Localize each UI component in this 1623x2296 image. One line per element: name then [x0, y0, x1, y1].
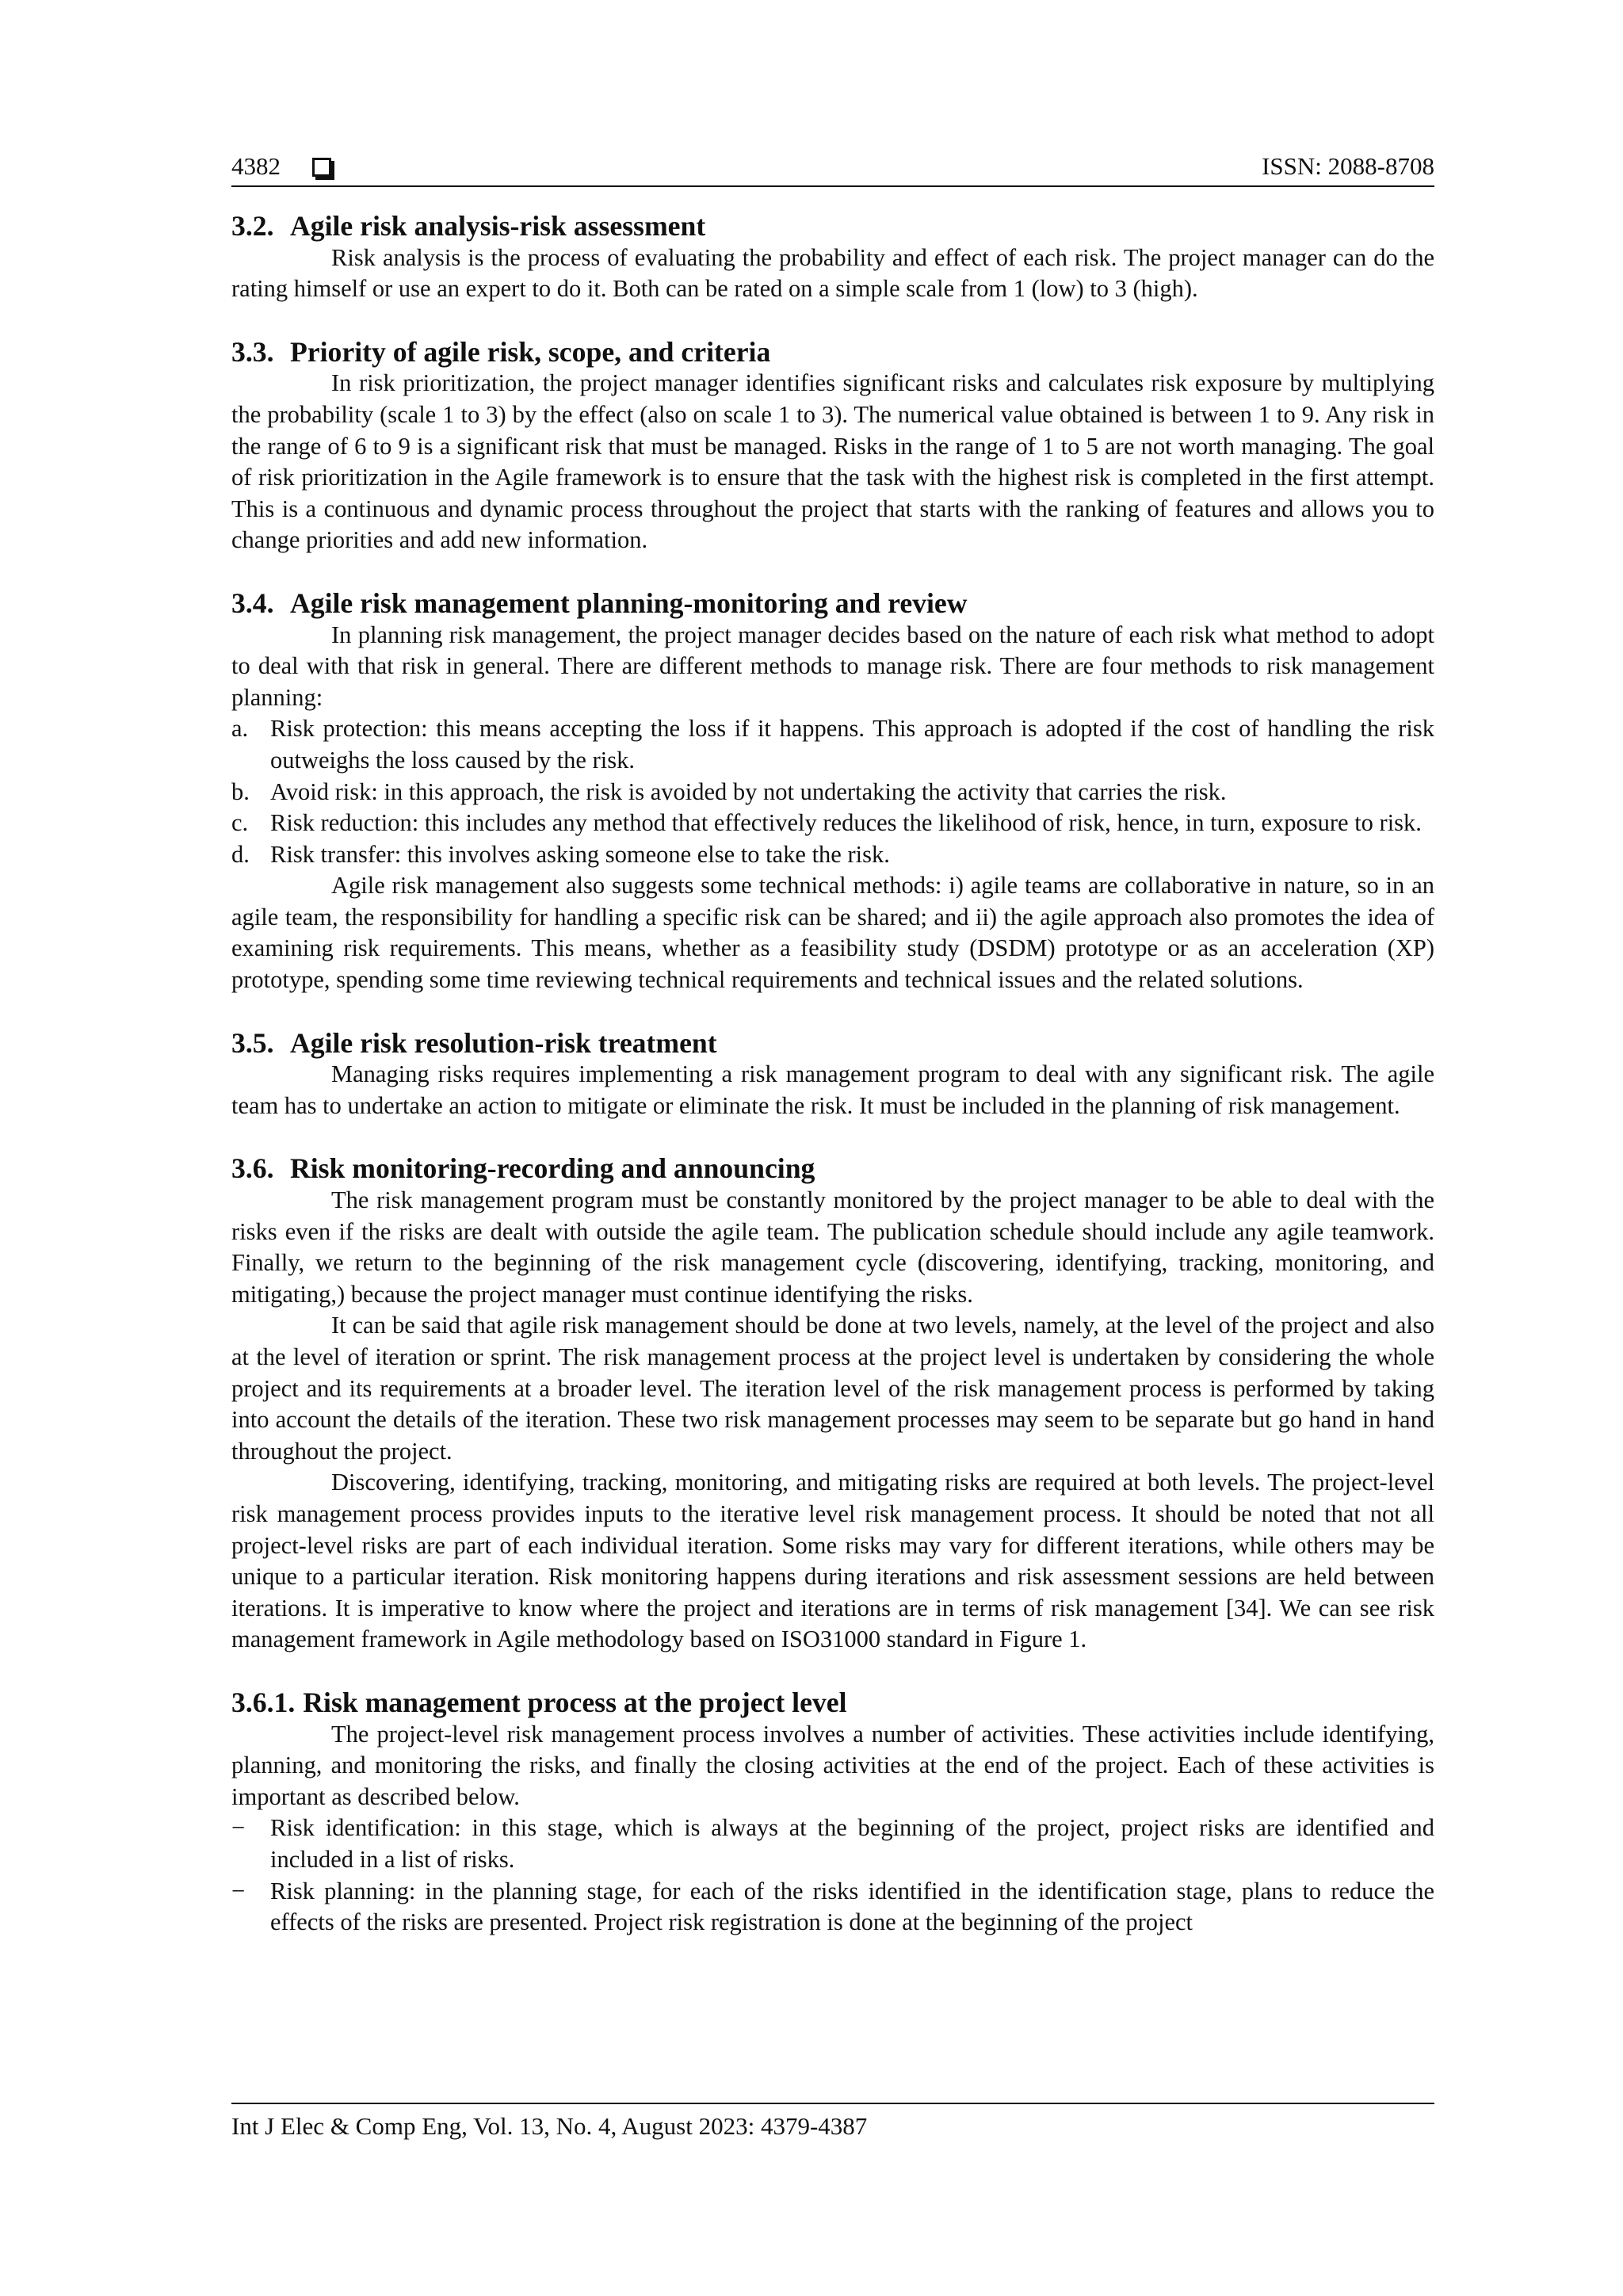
paragraph: The risk management program must be constantly monitored by the project manager to be able to deal with the risks even if the risks are dealt with outside the agile team. The publication schedule should include any agile teamwork. Finally, we return to the beginning of the risk management cycle (discovering, identifying, tracking, monitoring, and mitigating,) because the project manager must continue identifying the risks.	[231, 1186, 1434, 1308]
section-heading: 3.4. Agile risk management planning-monitoring and review	[231, 586, 968, 619]
list-item: d. Risk transfer: this involves asking someone else to take the risk.	[231, 840, 890, 868]
section-heading: 3.3. Priority of agile risk, scope, and criteria	[231, 335, 771, 368]
section-3-4	[231, 588, 1434, 996]
page-footer	[231, 2103, 1434, 2142]
section-3-6-1	[231, 1687, 1434, 1939]
section-heading: 3.6. Risk monitoring-recording and announcing	[231, 1152, 815, 1185]
paragraph: In planning risk management, the project manager decides based on the nature of each risk what method to adopt to deal with that risk in general. There are different methods to manage risk. There are four methods to risk management planning:	[231, 621, 1434, 711]
list-item: b. Avoid risk: in this approach, the risk is avoided by not undertaking the activity that carries the risk.	[231, 777, 1227, 805]
page	[231, 151, 1434, 1970]
paragraph: Discovering, identifying, tracking, monitoring, and mitigating risks are required at both levels. The project-level risk management process provides inputs to the iterative level risk management process. It should be noted that not all project-level risks are part of each individual iteration. Some risks may vary for different iterations, while others may be unique to a particular iteration. Risk monitoring happens during iterations and risk assessment sessions are held between iterations. It is imperative to know where the project and iterations are in terms of risk management [34]. We can see risk management framework in Agile methodology based on ISO31000 standard in Figure 1.	[231, 1469, 1434, 1653]
section-heading: 3.2. Agile risk analysis-risk assessment	[231, 210, 706, 242]
paragraph: The project-level risk management process involves a number of activities. These activities include identifying, planning, and monitoring the risks, and finally the closing activities at the end of the project. Each of these activities is important as described below.	[231, 1720, 1434, 1810]
activity-list	[231, 1813, 1434, 1938]
paragraph: Risk analysis is the process of evaluating the probability and effect of each risk. The project manager can do the rating himself or use an expert to do it. Both can be rated on a simple scale from 1 (low) to 3 (high).	[231, 243, 1434, 303]
method-list	[231, 713, 1434, 870]
issn: ISSN: 2088-8708	[1262, 152, 1434, 180]
paragraph: Managing risks requires implementing a risk management program to deal with any significant risk. The agile team has to undertake an action to mitigate or eliminate the risk. It must be included in the planning of risk management.	[231, 1060, 1434, 1119]
list-item: a. Risk protection: this means accepting the loss if it happens. This approach is adopted if the cost of handling the risk outweighs the loss caused by the risk.	[231, 715, 1434, 774]
page-number: 4382	[231, 152, 281, 180]
paragraph: Agile risk management also suggests some technical methods: i) agile teams are collaborative in nature, so in an agile team, the responsibility for handling a specific risk can be shared; and ii) the agile approach also promotes the idea of examining risk requirements. This means, whether as a feasibility study (DSDM) prototype or as an acceleration (XP) prototype, spending some time reviewing technical requirements and technical issues and the related solutions.	[231, 872, 1434, 994]
section-3-3	[231, 337, 1434, 556]
journal-citation: Int J Elec & Comp Eng, Vol. 13, No. 4, August 2023: 4379-4387	[231, 2112, 868, 2140]
list-item: c. Risk reduction: this includes any method that effectively reduces the likelihood of risk, hence, in turn, exposure to risk.	[231, 809, 1422, 837]
section-heading: 3.6.1. Risk management process at the project level	[231, 1686, 847, 1718]
section-3-5	[231, 1028, 1434, 1122]
paragraph: It can be said that agile risk management should be done at two levels, namely, at the level of the project and also at the level of iteration or sprint. The risk management process at the project level is undertaken by considering the whole project and its requirements at a broader level. The iteration level of the risk management process is performed by taking into account the details of the iteration. These two risk management processes may seem to be separate but go hand in hand throughout the project.	[231, 1312, 1434, 1465]
section-heading: 3.5. Agile risk resolution-risk treatment	[231, 1026, 717, 1059]
list-item: − Risk planning: in the planning stage, for each of the risks identified in the identification stage, plans to reduce the effects of the risks are presented. Project risk registration is done at the beginning of the project	[231, 1877, 1434, 1936]
section-3-6	[231, 1153, 1434, 1656]
list-item: − Risk identification: in this stage, which is always at the beginning of the project, project risks are identified and included in a list of risks.	[231, 1814, 1434, 1873]
article-body	[231, 211, 1434, 1939]
page-header	[231, 151, 1434, 187]
section-3-2	[231, 211, 1434, 305]
square-bullet-icon	[312, 158, 331, 177]
paragraph: In risk prioritization, the project manager identifies significant risks and calculates risk exposure by multiplying the probability (scale 1 to 3) by the effect (also on scale 1 to 3). The numerical value obtained is between 1 to 9. Any risk in the range of 6 to 9 is a significant risk that must be managed. Risks in the range of 1 to 5 are not worth managing. The goal of risk prioritization in the Agile framework is to ensure that the task with the highest risk is completed in the first attempt. This is a continuous and dynamic process throughout the project that starts with the ranking of features and allows you to change priorities and add new information.	[231, 369, 1434, 554]
